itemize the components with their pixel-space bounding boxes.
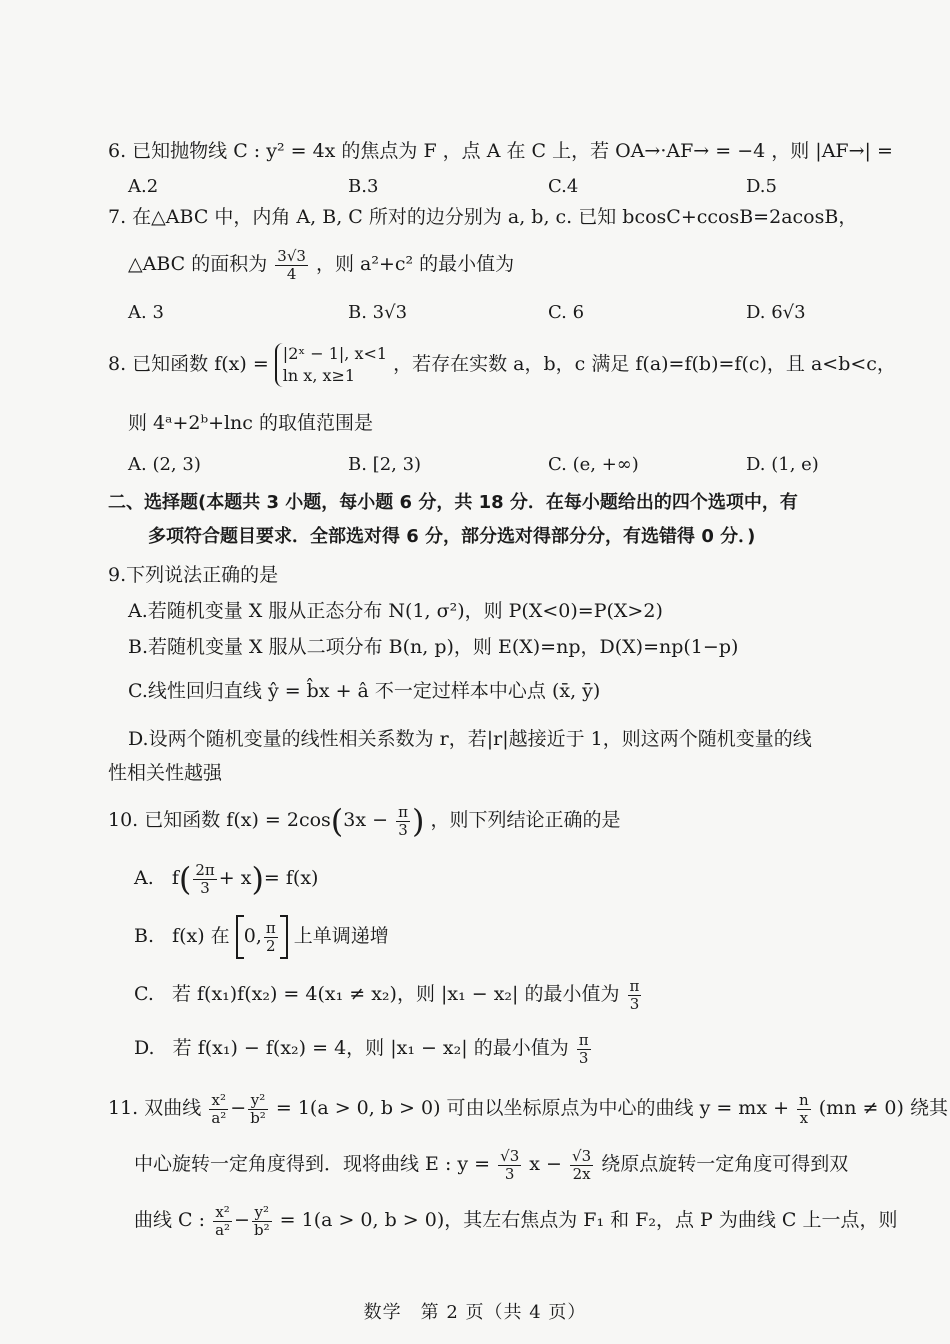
frac-numerator: x² <box>209 1092 228 1110</box>
option-a: A. 3 <box>128 302 164 323</box>
pi-over-2-fraction <box>264 920 278 955</box>
x2-over-a2 <box>209 1092 228 1127</box>
q9-option-c-text: C.线性回归直线 ŷ = b̂x + â 不一定过样本中心点 <box>128 680 546 702</box>
option-b: B.3 <box>348 176 379 197</box>
frac-denominator: 3 <box>629 994 640 1013</box>
piecewise-case-2: ln x, x≥1 <box>282 366 356 385</box>
frac-numerator: y² <box>252 1204 272 1222</box>
q10-option-c <box>134 972 870 1016</box>
q11-line2-mid: x − <box>529 1153 562 1175</box>
frac-denominator: 3 <box>504 1164 515 1183</box>
section-2-heading-line-1: 二、选择题(本题共 3 小题，每小题 6 分，共 18 分．在每小题给出的四个选项中，有 <box>108 492 798 513</box>
q11-text-post: (mn ≠ 0) 绕其 <box>818 1097 948 1119</box>
option-label: A. <box>134 867 154 889</box>
sample-center-point: (x̄, ȳ) <box>551 680 601 702</box>
y2-over-b2 <box>252 1204 272 1239</box>
question-7-options <box>0 300 950 326</box>
frac-numerator: √3 <box>572 1146 592 1165</box>
sqrt3-over-2x <box>570 1148 593 1183</box>
q8-text-pre: 8. 已知函数 f(x) = <box>108 353 269 375</box>
q11-line3-pre: 曲线 C : <box>134 1209 206 1231</box>
q10-b-post: 上单调递增 <box>293 925 389 947</box>
frac-denominator: 3 <box>578 1048 589 1067</box>
interval-start: 0, <box>243 925 262 947</box>
frac-denominator: a² <box>215 1220 231 1239</box>
frac-denominator: 3 <box>200 878 210 897</box>
q9-option-b: B.若随机变量 X 服从二项分布 B(n, p)，则 E(X)=np，D(X)=np(1−p) <box>128 636 739 658</box>
sqrt3-over-3 <box>498 1148 521 1183</box>
q10-d-text: 若 f(x₁) − f(x₂) = 4，则 |x₁ − x₂| 的最小值为 <box>172 1037 569 1059</box>
frac-numerator: √3 <box>500 1146 520 1165</box>
q10-option-b <box>134 914 870 959</box>
piecewise-function <box>275 343 387 387</box>
q11-line3-post: = 1(a > 0, b > 0)，其左右焦点为 F₁ 和 F₂，点 P 为曲线 C 上一点，则 <box>279 1209 898 1231</box>
q10-a-f: f <box>171 867 179 889</box>
q10-option-a <box>134 856 870 900</box>
q11-line2-pre: 中心旋转一定角度得到．现将曲线 E : y = <box>134 1153 491 1175</box>
page-footer: 数学 第 2 页（共 4 页） <box>363 1302 587 1323</box>
bracket-right <box>280 915 288 959</box>
pi-over-3-fraction <box>628 978 642 1013</box>
area-numerator: 3√3 <box>277 246 306 265</box>
q9-option-c <box>128 678 870 704</box>
question-11-stem-2 <box>134 1142 870 1186</box>
frac-numerator: π <box>629 976 640 995</box>
section-2-heading-line-2: 多项符合题目要求．全部选对得 6 分，部分选对得部分分，有选错得 0 分．) <box>148 526 756 547</box>
question-9-stem: 9.下列说法正确的是 <box>108 564 279 586</box>
option-a: A. (2, 3) <box>128 454 201 475</box>
bracket-left <box>236 915 244 959</box>
frac-denominator: 2x <box>572 1164 591 1183</box>
q10-option-d <box>134 1026 870 1070</box>
two-pi-over-3-fraction <box>193 862 216 897</box>
paren-right: ) <box>251 860 264 898</box>
option-c: C.4 <box>548 176 579 197</box>
frac-denominator: b² <box>253 1220 270 1239</box>
q9-option-d-line-1: D.设两个随机变量的线性相关系数为 r，若|r|越接近于 1，则这两个随机变量的线 <box>128 728 812 750</box>
frac-numerator: π <box>578 1030 589 1049</box>
n-over-x <box>797 1092 811 1127</box>
frac-numerator: 2π <box>195 860 215 879</box>
area-denominator: 4 <box>286 264 297 283</box>
q10-c-text: 若 f(x₁)f(x₂) = 4(x₁ ≠ x₂)，则 |x₁ − x₂| 的最小值为 <box>171 983 620 1005</box>
q11-text-pre: 11. 双曲线 <box>108 1097 202 1119</box>
paren-right: ) <box>411 802 425 840</box>
option-label: C. <box>134 983 154 1005</box>
option-d: D. 6√3 <box>746 302 806 323</box>
question-11-stem-3: 曲线 C : $\frac{\text{x²}}{\text{a²}}$ − $\frac{\text{y²}}{\text{b²}}$ = 1(a > 0, b > 0)，其左右焦点为 F₁ 和 F₂，点 P 为曲线 C 上一点，则 <box>134 1202 898 1239</box>
frac-numerator: π <box>265 918 276 937</box>
frac-denominator: x <box>799 1108 809 1127</box>
question-7-stem-2 <box>128 244 870 284</box>
pi-over-3-fraction <box>396 804 410 839</box>
option-d: D. (1, e) <box>746 454 819 475</box>
frac-numerator: x² <box>213 1204 232 1222</box>
frac-denominator: 2 <box>266 936 276 955</box>
option-b: B. 3√3 <box>348 302 408 323</box>
question-6-options <box>0 174 950 200</box>
q10-text-post: ，则下列结论正确的是 <box>430 809 621 831</box>
option-label: D. <box>134 1037 155 1059</box>
q8-text-post: ，若存在实数 a，b，c 满足 f(a)=f(b)=f(c)，且 a<b<c， <box>393 353 896 375</box>
question-7-stem: 7. 在△ABC 中，内角 A, B, C 所对的边分别为 a, b, c. 已知 bcosC+ccosB=2acosB， <box>108 206 858 228</box>
frac-numerator: n <box>799 1090 809 1109</box>
question-6-stem: 6. 已知抛物线 C : y² = 4x 的焦点为 F ，点 A 在 C 上，若 OA→·AF→ = −4 ，则 |AF→| = <box>108 140 893 162</box>
frac-denominator: a² <box>211 1108 227 1127</box>
x2-over-a2 <box>213 1204 232 1239</box>
option-b: B. [2, 3) <box>348 454 422 475</box>
q10-inner: 3x − <box>343 809 389 831</box>
y2-over-b2 <box>248 1092 268 1127</box>
option-c: C. (e, +∞) <box>548 454 639 475</box>
option-c: C. 6 <box>548 302 585 323</box>
q10-a-plus-x: + x <box>218 867 252 889</box>
q10-text-pre: 10. 已知函数 f(x) = 2cos <box>108 809 331 831</box>
question-8-options <box>0 452 950 478</box>
paren-left: ( <box>330 802 344 840</box>
q11-text-mid: = 1(a > 0, b > 0) 可由以坐标原点为中心的曲线 y = mx + <box>275 1097 789 1119</box>
frac-denominator: b² <box>250 1108 266 1127</box>
frac-denominator: 3 <box>398 820 408 839</box>
option-a: A.2 <box>128 176 159 197</box>
frac-numerator: y² <box>248 1092 268 1110</box>
option-label: B. <box>134 925 155 947</box>
q10-b-text: f(x) 在 <box>172 925 230 947</box>
question-11-stem-1: 11. 双曲线 $\frac{\text{x²}}{\text{a²}}$ − $\frac{\text{y²}}{\text{b²}}$ = 1(a > 0, b > 0) 可由以坐标原点为中心的曲线 y = mx + $\frac{n}{x}$ (mn ≠ 0) 绕其 <box>108 1090 948 1127</box>
piecewise-case-1: |2ˣ − 1|, x<1 <box>282 344 388 363</box>
paren-left: ( <box>178 860 192 898</box>
q7-text-pre: △ABC 的面积为 <box>128 253 268 275</box>
pi-over-3-fraction <box>577 1032 591 1067</box>
option-d: D.5 <box>746 176 777 197</box>
frac-numerator: π <box>398 802 408 821</box>
question-8-stem-2: 则 4ᵃ+2ᵇ+lnc 的取值范围是 <box>128 412 373 434</box>
q9-option-a: A.若随机变量 X 服从正态分布 N(1, σ²)，则 P(X<0)=P(X>2) <box>128 600 663 622</box>
area-fraction <box>275 248 308 283</box>
question-8-stem <box>108 340 896 388</box>
q10-a-tail: = f(x) <box>263 867 319 889</box>
q9-option-d-line-2: 性相关性越强 <box>108 762 223 784</box>
q11-line2-post: 绕原点旋转一定角度可得到双 <box>601 1153 849 1175</box>
q7-text-post: ，则 a²+c² 的最小值为 <box>315 253 515 275</box>
question-10-stem <box>108 800 870 840</box>
